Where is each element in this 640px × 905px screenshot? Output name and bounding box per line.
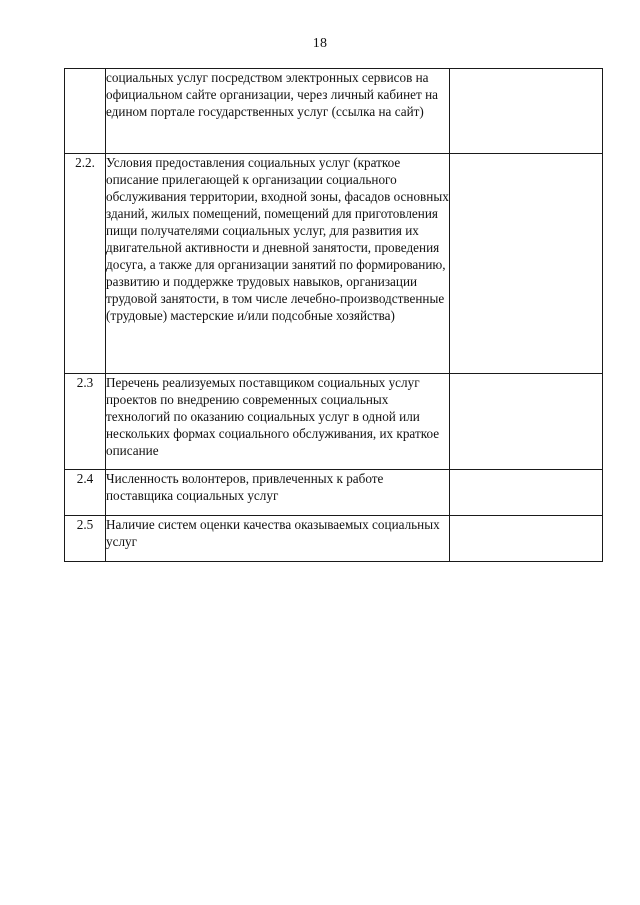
table-row	[65, 470, 603, 516]
row-description: Условия предоставления социальных услуг (краткое описание прилегающей к организации социального обслуживания территории, входной зоны, фасадов основных зданий, жилых помещений, помещений для приготовления пищи получателями социальных услуг, для развития их двигательной активности и дневной занятости, проведения досуга, а также для организации занятий по формированию, развитию и поддержке трудовых навыков, организации трудовой занятости, в том числе лечебно-производственные (трудовые) мастерские и/или подсобные хозяйства)	[106, 155, 449, 323]
row-description: Наличие систем оценки качества оказываемых социальных услуг	[106, 517, 440, 549]
table-row	[65, 69, 603, 154]
row-description-cell	[106, 516, 450, 562]
table-row	[65, 516, 603, 562]
page-number: 18	[312, 36, 328, 51]
table-row	[65, 154, 603, 374]
row-description-cell	[106, 374, 450, 470]
row-number-cell	[65, 374, 106, 470]
row-number-cell	[65, 69, 106, 154]
row-description-cell	[106, 69, 450, 154]
row-number-cell	[65, 470, 106, 516]
row-description: социальных услуг посредством электронных сервисов на официальном сайте организации, через личный кабинет на едином портале государственных услуг (ссылка на сайт)	[106, 70, 438, 119]
info-table	[64, 68, 603, 562]
row-number-cell	[65, 516, 106, 562]
table-row	[65, 374, 603, 470]
row-description: Численность волонтеров, привлеченных к работе поставщика социальных услуг	[106, 471, 384, 503]
row-value-cell	[450, 154, 603, 374]
row-description-cell	[106, 154, 450, 374]
row-number: 2.3	[76, 375, 94, 390]
row-value-cell	[450, 69, 603, 154]
row-number: 2.4	[76, 471, 94, 486]
row-value-cell	[450, 516, 603, 562]
row-value-cell	[450, 470, 603, 516]
row-number: 2.5	[76, 517, 94, 532]
row-number: 2.2.	[75, 155, 95, 170]
row-number-cell	[65, 154, 106, 374]
row-description: Перечень реализуемых поставщиком социальных услуг проектов по внедрению современных социальных технологий по оказанию социальных услуг в одной или нескольких формах социального обслуживания, их краткое описание	[106, 375, 440, 458]
row-description-cell	[106, 470, 450, 516]
row-value-cell	[450, 374, 603, 470]
